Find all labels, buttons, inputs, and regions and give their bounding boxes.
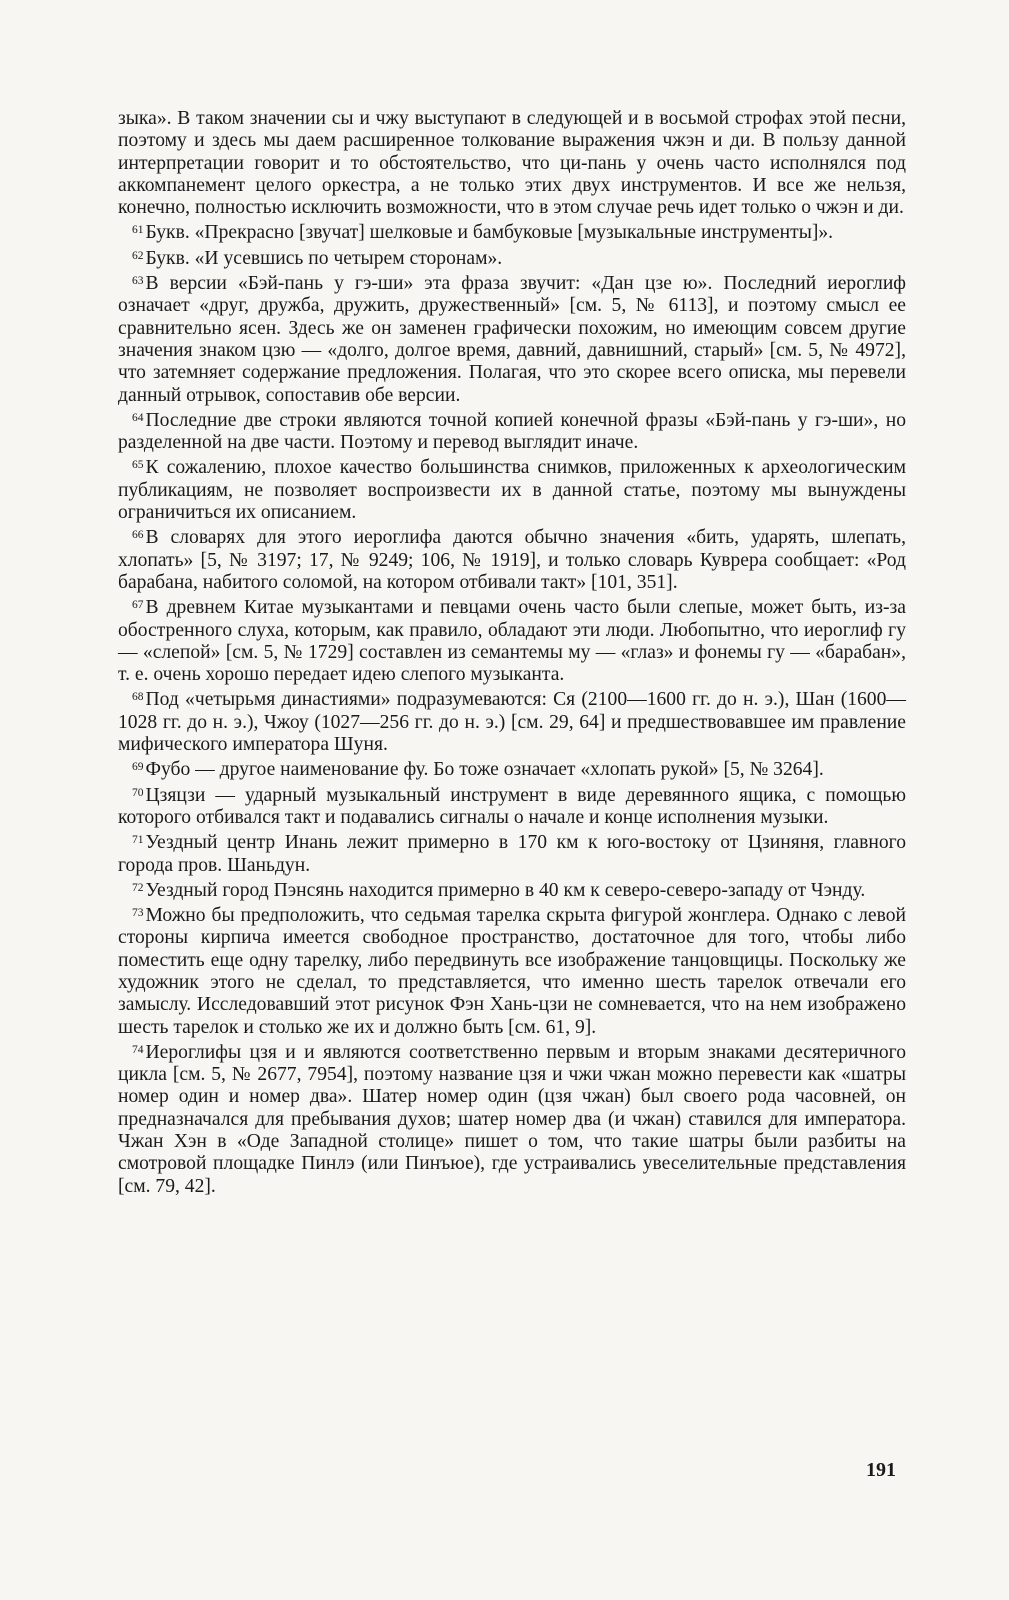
footnote-number: 66 [132,529,144,542]
footnote-66 [118,524,906,594]
footnote-73 [118,902,906,1039]
footnote-61 [118,219,906,244]
footnote-number: 62 [132,249,144,262]
footnote-text: Последние две строки являются точной копией конечной фразы «Бэй-пань у гэ-ши», но разделенной на две части. Поэтому и перевод выглядит иначе. [118,409,906,454]
page-number: 191 [866,1459,896,1481]
footnote-text: Фубо — другое наименование фу. Бо тоже означает «хлопать рукой» [5, № 3264]. [145,759,824,781]
footnote-text: Можно бы предположить, что седьмая тарелка скрыта фигурой жонглера. Однако с левой стороны кирпича имеется свободное пространство, достаточное для того, чтобы либо поместить еще одну тарелку, либо передвинуть все изображение танцовщицы. Поскольку же художник этого не сделал, то представляется, что именно шесть тарелок отвечали его замыслу. Исследовавший этот рисунок Фэн Хань-цзи не сомневается, что на нем изображено шесть тарелок и столько же их и должно быть [см. 61, 9]. [118,905,906,1038]
footnote-text: Букв. «И усевшись по четырем сторонам». [145,247,503,269]
footnote-70 [118,782,906,830]
footnote-text: Цзяцзи — ударный музыкальный инструмент в виде деревянного ящика, с помощью которого отбивался такт и подавались сигналы о начале и конце исполнения музыки. [118,784,906,828]
footnote-number: 73 [132,907,144,920]
footnote-74 [118,1039,906,1198]
footnote-72 [118,877,906,902]
footnote-text: Под «четырьмя династиями» подразумеваются: Ся (2100—1600 гг. до н. э.), Шан (1600—1028 гг. до н. э.), Чжоу (1027—256 гг. до н. э.) [см. 29, 64] и предшествовавшее им правление мифического императора Шуня. [118,689,906,756]
footnote-number: 70 [132,786,144,799]
footnote-64 [118,407,906,455]
footnote-number: 63 [132,275,144,288]
footnote-68 [118,686,906,756]
footnote-67 [118,594,906,686]
footnote-text: К сожалению, плохое качество большинства снимков, приложенных к археологическим публикациям, не позволяет воспроизвести их в данной статье, поэтому мы вынуждены ограничиться их описанием. [118,457,906,524]
footnote-number: 67 [132,599,144,612]
footnote-number: 71 [132,834,144,847]
footnote-text: Уездный центр Инань лежит примерно в 170 км к юго-востоку от Цзиняня, главного города пров. Шаньдун. [118,832,906,876]
footnote-text: Букв. «Прекрасно [звучат] шелковые и бамбуковые [музыкальные инструменты]». [145,222,834,244]
footnote-text: Уездный город Пэнсянь находится примерно в 40 км к северо-северо-западу от Чэнду. [145,879,866,901]
footnote-number: 68 [132,691,144,704]
footnote-number: 61 [132,224,144,237]
footnote-number: 72 [132,881,144,894]
footnote-text: В древнем Китае музыкантами и певцами очень часто были слепые, может быть, из-за обостренного слуха, которым, как правило, обладают эти люди. Любопытно, что иероглиф гу — «слепой» [см. 5, № 1729] составлен из семантемы му — «глаз» и фонемы гу — «барабан», т. е. очень хорошо передает идею слепого музыканта. [118,597,906,686]
footnote-text: В словарях для этого иероглифа даются обычно значения «бить, ударять, шлепать, хлопать» [5, № 3197; 17, № 9249; 106, № 1919], и только словарь Куврера сообщает: «Род барабана, набитого соломой, на котором отбивали такт» [101, 351]. [118,527,906,593]
footnote-62 [118,245,906,270]
footnote-71 [118,829,906,877]
footnote-text: Иероглифы цзя и и являются соответственно первым и вторым знаками десятеричного цикла [см. 5, № 2677, 7954], поэтому название цзя и чжи чжан можно перевести как «шатры номер один и номер два». Шатер номер один (цзя чжан) был своего рода часовней, он предназначался для пребывания духов; шатер номер два (и чжан) ставился для императора. Чжан Хэн в «Оде Западной столице» пишет о том, что такие шатры были разбиты на смотровой площадке Пинлэ (или Пинъюе), где устраивались увеселительные представления [см. 79, 42]. [118,1041,906,1197]
intro-paragraph: зыка». В таком значении сы и чжу выступают в следующей и в восьмой строфах этой песни, поэтому и здесь мы даем расширенное толкование выражения чжэн и ди. В пользу данной интерпретации говорит и то обстоятельство, что ци-пань у очень часто исполнялся под аккомпанемент целого оркестра, а не только этих двух инструментов. И все же нельзя, конечно, полностью исключить возможности, что в этом случае речь идет только о чжэн и ди. [118,108,906,219]
footnote-number: 65 [132,459,144,472]
footnote-number: 64 [132,411,144,424]
page-body [118,108,906,1198]
footnote-number: 74 [132,1043,144,1056]
footnote-63 [118,270,906,407]
footnote-65 [118,454,906,524]
footnote-number: 69 [132,761,144,774]
footnote-69 [118,756,906,781]
footnote-text: В версии «Бэй-пань у гэ-ши» эта фраза звучит: «Дан цзе ю». Последний иероглиф означает «друг, дружба, дружить, дружественный» [см. 5, № 6113], и поэтому смысл ее сравнительно ясен. Здесь же он заменен графически похожим, но имеющим совсем другие значения знаком цзю — «долго, долгое время, давний, давнишний, старый» [см. 5, № 4972], что затемняет содержание предложения. Полагая, что это скорее всего описка, мы перевели данный отрывок, сопоставив обе версии. [118,273,906,406]
